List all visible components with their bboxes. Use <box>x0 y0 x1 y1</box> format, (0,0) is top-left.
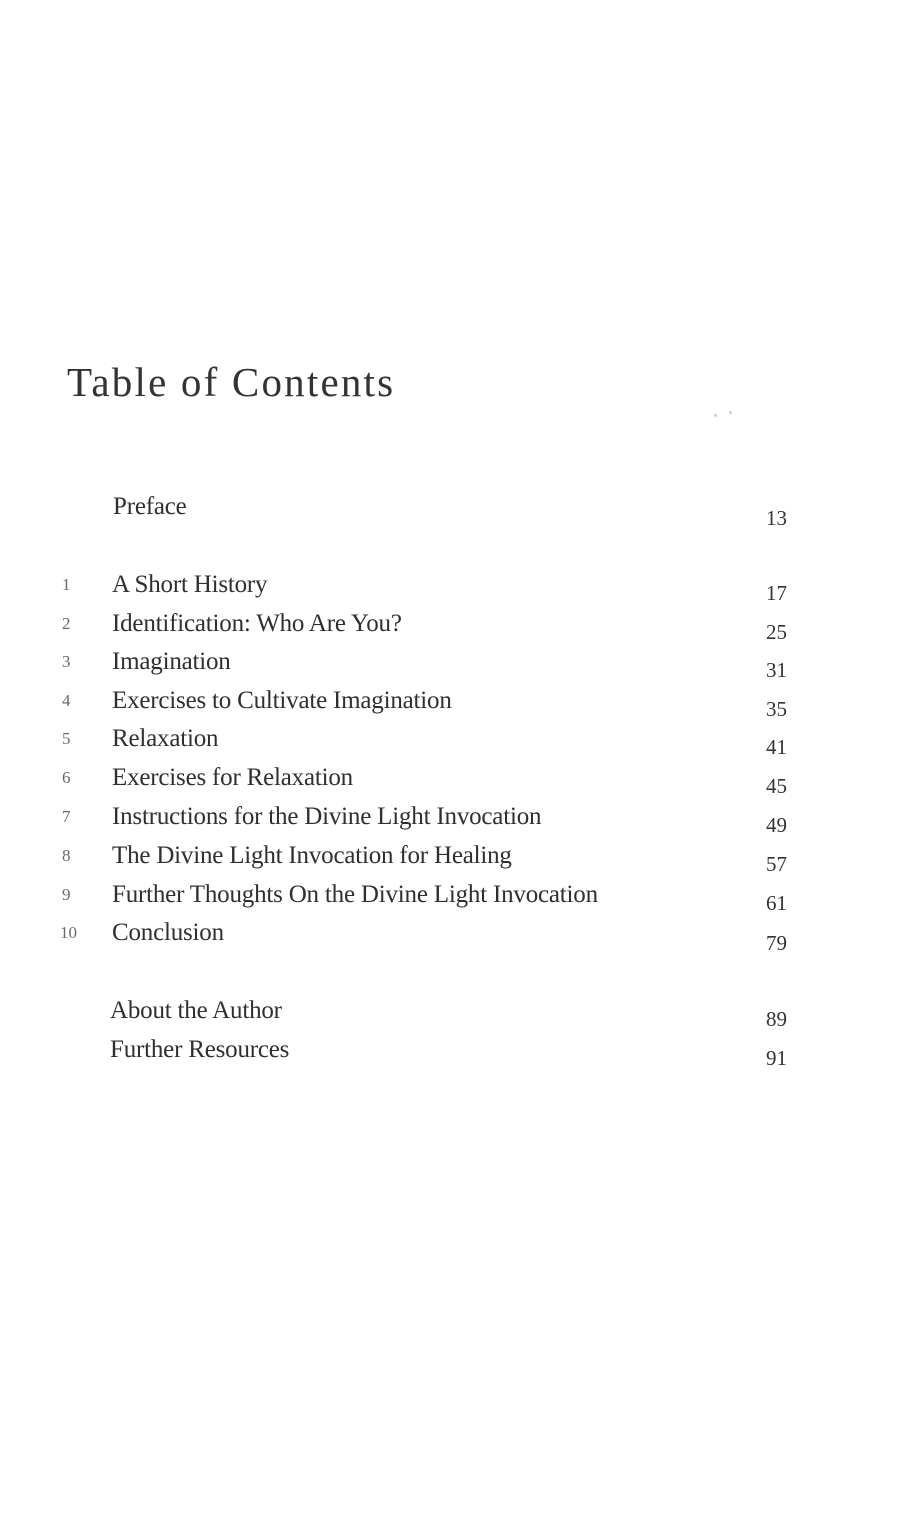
toc-entry-page: 57 <box>766 852 787 876</box>
toc-entry-label: Imagination <box>112 648 231 675</box>
chapter-number: 3 <box>62 652 71 671</box>
toc-entry-chapter-6[interactable] <box>0 763 910 798</box>
toc-entry-page: 31 <box>766 658 787 682</box>
toc-entry-label: The Divine Light Invocation for Healing <box>112 842 512 869</box>
toc-entry-chapter-2[interactable] <box>0 609 910 644</box>
toc-entry-further-resources[interactable] <box>0 1035 910 1070</box>
toc-entry-chapter-8[interactable] <box>0 841 910 876</box>
chapter-number: 10 <box>60 923 77 942</box>
toc-entry-chapter-7[interactable] <box>0 802 910 837</box>
toc-entry-label: Further Thoughts On the Divine Light Invocation <box>112 881 598 908</box>
toc-entry-label: Relaxation <box>112 725 219 752</box>
toc-entry-label: Exercises to Cultivate Imagination <box>112 687 452 714</box>
chapter-number: 7 <box>62 807 71 826</box>
toc-entry-label: Identification: Who Are You? <box>112 610 402 637</box>
toc-entry-page: 35 <box>766 697 787 721</box>
scan-speck <box>714 414 717 417</box>
chapter-number: 6 <box>62 768 71 787</box>
toc-entry-page: 79 <box>766 931 787 955</box>
chapter-number: 4 <box>62 691 71 710</box>
toc-entry-label: Conclusion <box>112 919 224 946</box>
toc-entry-page: 45 <box>766 774 787 798</box>
toc-entry-page: 91 <box>766 1046 787 1070</box>
toc-entry-label: A Short History <box>112 571 268 598</box>
toc-entry-page: 49 <box>766 813 787 837</box>
toc-entry-chapter-5[interactable] <box>0 724 910 759</box>
toc-entry-page: 61 <box>766 891 787 915</box>
chapter-number: 2 <box>62 614 71 633</box>
toc-entry-label: Further Resources <box>110 1036 290 1063</box>
toc-entry-label: Preface <box>113 493 187 520</box>
toc-entry-page: 89 <box>766 1007 787 1031</box>
toc-entry-chapter-4[interactable] <box>0 686 910 721</box>
toc-entry-chapter-3[interactable] <box>0 647 910 682</box>
toc-entry-preface[interactable] <box>0 492 910 530</box>
chapter-number: 5 <box>62 729 71 748</box>
toc-entry-about-author[interactable] <box>0 996 910 1031</box>
toc-entry-page: 13 <box>766 506 787 530</box>
toc-entry-page: 17 <box>766 581 787 605</box>
toc-entry-label: About the Author <box>110 997 282 1024</box>
toc-entry-label: Exercises for Relaxation <box>112 764 353 791</box>
toc-entry-chapter-9[interactable] <box>0 880 910 915</box>
chapter-number: 8 <box>62 846 71 865</box>
chapter-number: 9 <box>62 885 71 904</box>
toc-entry-page: 25 <box>766 620 787 644</box>
chapter-number: 1 <box>62 575 71 594</box>
scan-speck <box>729 411 732 414</box>
toc-entry-label: Instructions for the Divine Light Invocation <box>112 803 542 830</box>
toc-entry-chapter-1[interactable] <box>0 570 910 605</box>
page-title: Table of Contents <box>67 359 396 405</box>
toc-entry-chapter-10[interactable] <box>0 918 910 955</box>
toc-entry-page: 41 <box>766 735 787 759</box>
